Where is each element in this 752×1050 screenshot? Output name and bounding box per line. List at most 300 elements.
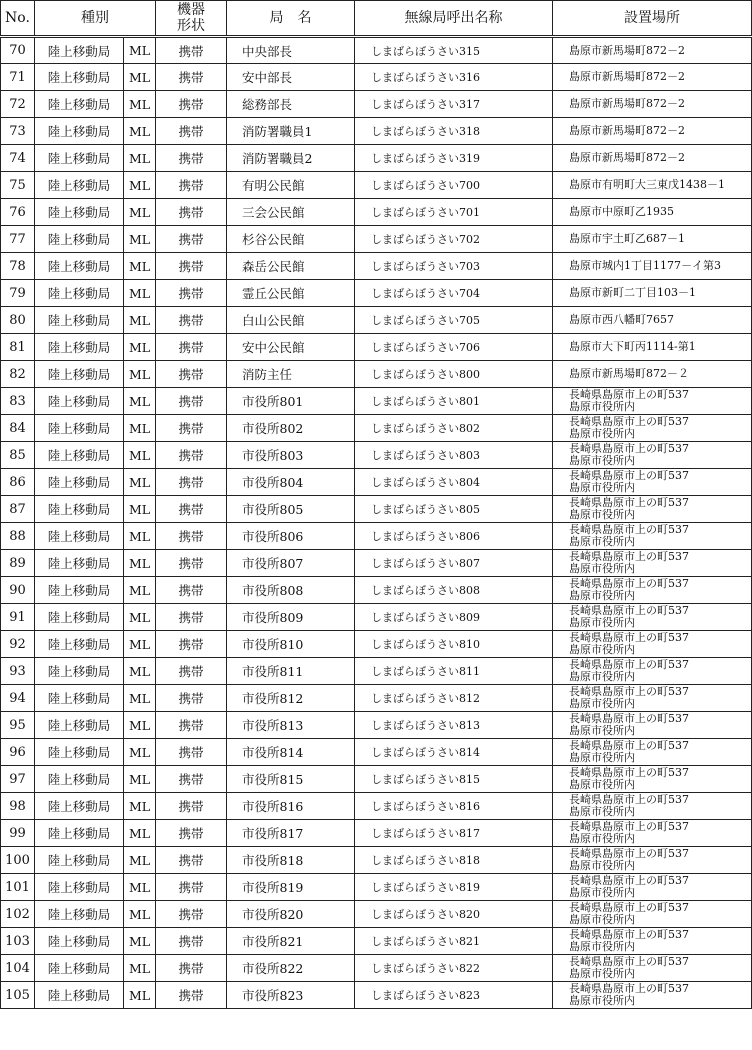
- row-ml: ML: [124, 928, 156, 955]
- row-kind: 陸上移動局: [35, 685, 124, 712]
- row-ml: ML: [124, 469, 156, 496]
- table-header-row: [1, 1, 752, 37]
- row-kind: 陸上移動局: [35, 874, 124, 901]
- row-location-line2: 島原市役所内: [569, 481, 635, 494]
- row-shape: 携帯: [156, 685, 227, 712]
- table-row: [1, 118, 752, 145]
- row-call-sign: しまばらぼうさい315: [355, 37, 553, 64]
- row-location: [553, 334, 752, 361]
- row-location-line1: 長崎県島原市上の町537: [569, 847, 689, 860]
- table-row: [1, 469, 752, 496]
- row-call-sign: しまばらぼうさい811: [355, 658, 553, 685]
- row-no: 83: [1, 388, 35, 415]
- row-no: 95: [1, 712, 35, 739]
- row-kind: 陸上移動局: [35, 469, 124, 496]
- row-station: 白山公民館: [227, 307, 355, 334]
- row-ml: ML: [124, 739, 156, 766]
- row-location-line1: 島原市新馬場町872－２: [569, 367, 689, 380]
- row-location-line2: 島原市役所内: [569, 697, 635, 710]
- row-no: 97: [1, 766, 35, 793]
- table-row: [1, 820, 752, 847]
- table-row: [1, 523, 752, 550]
- row-location: [553, 280, 752, 307]
- row-ml: ML: [124, 955, 156, 982]
- row-station: 霊丘公民館: [227, 280, 355, 307]
- row-location: [553, 955, 752, 982]
- row-location: [553, 523, 752, 550]
- row-shape: 携帯: [156, 928, 227, 955]
- row-location-line1: 島原市宇土町乙687－1: [569, 232, 685, 245]
- row-station: 市役所815: [227, 766, 355, 793]
- row-location-line2: 島原市役所内: [569, 859, 635, 872]
- table-row: [1, 631, 752, 658]
- table-row: [1, 64, 752, 91]
- row-shape: 携帯: [156, 37, 227, 64]
- row-no: 92: [1, 631, 35, 658]
- row-call-sign: しまばらぼうさい822: [355, 955, 553, 982]
- row-shape: 携帯: [156, 145, 227, 172]
- row-location-line1: 島原市新馬場町872－2: [569, 70, 685, 83]
- row-station: 消防署職員2: [227, 145, 355, 172]
- row-call-sign: しまばらぼうさい814: [355, 739, 553, 766]
- row-ml: ML: [124, 793, 156, 820]
- header-call-sign: 無線局呼出名称: [355, 1, 553, 37]
- row-location: [553, 658, 752, 685]
- row-ml: ML: [124, 280, 156, 307]
- row-kind: 陸上移動局: [35, 172, 124, 199]
- row-station: 市役所801: [227, 388, 355, 415]
- row-station: 市役所803: [227, 442, 355, 469]
- row-call-sign: しまばらぼうさい813: [355, 712, 553, 739]
- row-kind: 陸上移動局: [35, 928, 124, 955]
- row-ml: ML: [124, 253, 156, 280]
- row-call-sign: しまばらぼうさい807: [355, 550, 553, 577]
- row-kind: 陸上移動局: [35, 523, 124, 550]
- row-no: 86: [1, 469, 35, 496]
- row-call-sign: しまばらぼうさい705: [355, 307, 553, 334]
- row-no: 94: [1, 685, 35, 712]
- row-call-sign: しまばらぼうさい706: [355, 334, 553, 361]
- row-location-line1: 島原市新馬場町872－2: [569, 124, 685, 137]
- row-location-line1: 長崎県島原市上の町537: [569, 874, 689, 887]
- row-no: 79: [1, 280, 35, 307]
- row-no: 89: [1, 550, 35, 577]
- row-call-sign: しまばらぼうさい820: [355, 901, 553, 928]
- row-shape: 携帯: [156, 415, 227, 442]
- row-station: 市役所818: [227, 847, 355, 874]
- row-call-sign: しまばらぼうさい801: [355, 388, 553, 415]
- row-call-sign: しまばらぼうさい316: [355, 64, 553, 91]
- row-location-line2: 島原市役所内: [569, 832, 635, 845]
- row-call-sign: しまばらぼうさい818: [355, 847, 553, 874]
- row-location: [553, 442, 752, 469]
- row-kind: 陸上移動局: [35, 91, 124, 118]
- row-shape: 携帯: [156, 469, 227, 496]
- table-row: [1, 739, 752, 766]
- row-shape: 携帯: [156, 226, 227, 253]
- row-location-line2: 島原市役所内: [569, 805, 635, 818]
- row-shape: 携帯: [156, 253, 227, 280]
- row-shape: 携帯: [156, 280, 227, 307]
- row-call-sign: しまばらぼうさい806: [355, 523, 553, 550]
- row-shape: 携帯: [156, 982, 227, 1009]
- row-location: [553, 685, 752, 712]
- table-row: [1, 280, 752, 307]
- row-call-sign: しまばらぼうさい318: [355, 118, 553, 145]
- row-location-line2: 島原市役所内: [569, 913, 635, 926]
- row-location-line1: 長崎県島原市上の町537: [569, 577, 689, 590]
- row-location-line1: 島原市中原町乙1935: [569, 205, 674, 218]
- row-location-line2: 島原市役所内: [569, 562, 635, 575]
- row-no: 100: [1, 847, 35, 874]
- row-call-sign: しまばらぼうさい815: [355, 766, 553, 793]
- row-ml: ML: [124, 307, 156, 334]
- row-shape: 携帯: [156, 577, 227, 604]
- row-call-sign: しまばらぼうさい319: [355, 145, 553, 172]
- row-station: 三会公民館: [227, 199, 355, 226]
- row-station: 安中公民館: [227, 334, 355, 361]
- row-call-sign: しまばらぼうさい802: [355, 415, 553, 442]
- row-station: 消防主任: [227, 361, 355, 388]
- row-call-sign: しまばらぼうさい702: [355, 226, 553, 253]
- row-station: 市役所805: [227, 496, 355, 523]
- row-location: [553, 37, 752, 64]
- table-row: [1, 604, 752, 631]
- row-kind: 陸上移動局: [35, 145, 124, 172]
- row-no: 90: [1, 577, 35, 604]
- row-no: 72: [1, 91, 35, 118]
- table-row: [1, 145, 752, 172]
- row-ml: ML: [124, 118, 156, 145]
- row-shape: 携帯: [156, 334, 227, 361]
- row-ml: ML: [124, 820, 156, 847]
- row-kind: 陸上移動局: [35, 37, 124, 64]
- row-kind: 陸上移動局: [35, 658, 124, 685]
- row-location-line2: 島原市役所内: [569, 670, 635, 683]
- row-station: 市役所820: [227, 901, 355, 928]
- row-location: [553, 172, 752, 199]
- row-call-sign: しまばらぼうさい810: [355, 631, 553, 658]
- row-shape: 携帯: [156, 901, 227, 928]
- row-location-line1: 長崎県島原市上の町537: [569, 442, 689, 455]
- row-no: 82: [1, 361, 35, 388]
- row-call-sign: しまばらぼうさい817: [355, 820, 553, 847]
- row-call-sign: しまばらぼうさい700: [355, 172, 553, 199]
- header-shape-line1: 機器: [177, 2, 205, 18]
- row-kind: 陸上移動局: [35, 226, 124, 253]
- row-kind: 陸上移動局: [35, 739, 124, 766]
- table-row: [1, 928, 752, 955]
- row-station: 有明公民館: [227, 172, 355, 199]
- row-location-line1: 長崎県島原市上の町537: [569, 550, 689, 563]
- row-location-line1: 島原市新馬場町872－2: [569, 97, 685, 110]
- row-location: [553, 496, 752, 523]
- row-ml: ML: [124, 631, 156, 658]
- row-location: [553, 226, 752, 253]
- row-ml: ML: [124, 415, 156, 442]
- row-no: 85: [1, 442, 35, 469]
- row-ml: ML: [124, 685, 156, 712]
- row-kind: 陸上移動局: [35, 199, 124, 226]
- row-kind: 陸上移動局: [35, 604, 124, 631]
- row-station: 市役所821: [227, 928, 355, 955]
- row-no: 70: [1, 37, 35, 64]
- row-kind: 陸上移動局: [35, 631, 124, 658]
- row-location-line2: 島原市役所内: [569, 778, 635, 791]
- row-station: 市役所804: [227, 469, 355, 496]
- row-location-line1: 島原市城内1丁目1177－イ第3: [569, 259, 721, 272]
- row-location-line2: 島原市役所内: [569, 400, 635, 413]
- row-kind: 陸上移動局: [35, 361, 124, 388]
- row-kind: 陸上移動局: [35, 577, 124, 604]
- row-ml: ML: [124, 334, 156, 361]
- row-location-line1: 長崎県島原市上の町537: [569, 685, 689, 698]
- row-location-line2: 島原市役所内: [569, 994, 635, 1007]
- row-ml: ML: [124, 37, 156, 64]
- table-row: [1, 334, 752, 361]
- header-location: 設置場所: [553, 1, 752, 37]
- row-location-line1: 長崎県島原市上の町537: [569, 604, 689, 617]
- row-no: 99: [1, 820, 35, 847]
- row-location-line2: 島原市役所内: [569, 643, 635, 656]
- row-station: 消防署職員1: [227, 118, 355, 145]
- row-shape: 携帯: [156, 766, 227, 793]
- table-row: [1, 955, 752, 982]
- table-row: [1, 658, 752, 685]
- row-location: [553, 469, 752, 496]
- table-row: [1, 253, 752, 280]
- row-location-line1: 長崎県島原市上の町537: [569, 523, 689, 536]
- row-location-line2: 島原市役所内: [569, 886, 635, 899]
- row-location-line2: 島原市役所内: [569, 724, 635, 737]
- row-call-sign: しまばらぼうさい701: [355, 199, 553, 226]
- table-body: [1, 37, 752, 1009]
- row-shape: 携帯: [156, 955, 227, 982]
- row-location-line1: 長崎県島原市上の町537: [569, 982, 689, 995]
- row-call-sign: しまばらぼうさい816: [355, 793, 553, 820]
- row-call-sign: しまばらぼうさい704: [355, 280, 553, 307]
- row-call-sign: しまばらぼうさい803: [355, 442, 553, 469]
- row-location-line2: 島原市役所内: [569, 940, 635, 953]
- row-ml: ML: [124, 496, 156, 523]
- row-kind: 陸上移動局: [35, 64, 124, 91]
- row-location-line1: 島原市新馬場町872－2: [569, 151, 685, 164]
- row-no: 75: [1, 172, 35, 199]
- row-station: 総務部長: [227, 91, 355, 118]
- row-station: 市役所809: [227, 604, 355, 631]
- row-location: [553, 415, 752, 442]
- row-station: 市役所819: [227, 874, 355, 901]
- row-shape: 携帯: [156, 739, 227, 766]
- table-row: [1, 415, 752, 442]
- row-shape: 携帯: [156, 658, 227, 685]
- row-location-line1: 長崎県島原市上の町537: [569, 712, 689, 725]
- row-location-line1: 島原市新馬場町872－2: [569, 43, 685, 57]
- row-kind: 陸上移動局: [35, 955, 124, 982]
- row-no: 87: [1, 496, 35, 523]
- row-shape: 携帯: [156, 442, 227, 469]
- row-call-sign: しまばらぼうさい823: [355, 982, 553, 1009]
- row-location-line1: 長崎県島原市上の町537: [569, 631, 689, 644]
- table-row: [1, 307, 752, 334]
- row-location-line1: 島原市大下町丙1114-第1: [569, 340, 696, 353]
- row-no: 98: [1, 793, 35, 820]
- row-shape: 携帯: [156, 523, 227, 550]
- row-ml: ML: [124, 901, 156, 928]
- row-no: 77: [1, 226, 35, 253]
- row-location: [553, 793, 752, 820]
- row-ml: ML: [124, 658, 156, 685]
- header-station: 局 名: [227, 1, 355, 37]
- row-location-line1: 島原市新町二丁目103－1: [569, 286, 696, 299]
- row-ml: ML: [124, 712, 156, 739]
- row-ml: ML: [124, 442, 156, 469]
- row-location-line2: 島原市役所内: [569, 589, 635, 602]
- row-location-line2: 島原市役所内: [569, 967, 635, 980]
- header-no: No.: [1, 1, 35, 37]
- table-row: [1, 226, 752, 253]
- table-row: [1, 685, 752, 712]
- row-location: [553, 847, 752, 874]
- row-location: [553, 253, 752, 280]
- row-station: 市役所806: [227, 523, 355, 550]
- table-row: [1, 91, 752, 118]
- row-call-sign: しまばらぼうさい800: [355, 361, 553, 388]
- row-station: 市役所807: [227, 550, 355, 577]
- table-row: [1, 577, 752, 604]
- row-call-sign: しまばらぼうさい808: [355, 577, 553, 604]
- row-location: [553, 91, 752, 118]
- row-call-sign: しまばらぼうさい819: [355, 874, 553, 901]
- row-ml: ML: [124, 604, 156, 631]
- row-kind: 陸上移動局: [35, 793, 124, 820]
- row-location-line2: 島原市役所内: [569, 535, 635, 548]
- row-kind: 陸上移動局: [35, 496, 124, 523]
- row-location-line1: 長崎県島原市上の町537: [569, 928, 689, 941]
- row-no: 84: [1, 415, 35, 442]
- row-location: [553, 874, 752, 901]
- row-shape: 携帯: [156, 496, 227, 523]
- table-row: [1, 793, 752, 820]
- row-kind: 陸上移動局: [35, 820, 124, 847]
- row-station: 安中部長: [227, 64, 355, 91]
- table-row: [1, 496, 752, 523]
- row-kind: 陸上移動局: [35, 388, 124, 415]
- row-location-line1: 長崎県島原市上の町537: [569, 415, 689, 428]
- row-kind: 陸上移動局: [35, 334, 124, 361]
- row-ml: ML: [124, 172, 156, 199]
- row-no: 102: [1, 901, 35, 928]
- row-no: 76: [1, 199, 35, 226]
- row-call-sign: しまばらぼうさい317: [355, 91, 553, 118]
- row-ml: ML: [124, 982, 156, 1009]
- row-call-sign: しまばらぼうさい805: [355, 496, 553, 523]
- row-station: 市役所816: [227, 793, 355, 820]
- row-location-line2: 島原市役所内: [569, 454, 635, 467]
- row-shape: 携帯: [156, 172, 227, 199]
- row-shape: 携帯: [156, 361, 227, 388]
- row-ml: ML: [124, 199, 156, 226]
- table-row: [1, 712, 752, 739]
- table-row: [1, 361, 752, 388]
- row-shape: 携帯: [156, 199, 227, 226]
- row-station: 市役所814: [227, 739, 355, 766]
- row-no: 73: [1, 118, 35, 145]
- row-no: 81: [1, 334, 35, 361]
- row-kind: 陸上移動局: [35, 442, 124, 469]
- row-location: [553, 928, 752, 955]
- row-ml: ML: [124, 523, 156, 550]
- row-kind: 陸上移動局: [35, 415, 124, 442]
- row-no: 104: [1, 955, 35, 982]
- row-station: 杉谷公民館: [227, 226, 355, 253]
- row-location: [553, 388, 752, 415]
- row-shape: 携帯: [156, 64, 227, 91]
- row-station: 市役所817: [227, 820, 355, 847]
- row-location: [553, 631, 752, 658]
- row-location-line1: 長崎県島原市上の町537: [569, 955, 689, 968]
- row-no: 105: [1, 982, 35, 1009]
- row-location: [553, 820, 752, 847]
- table-row: [1, 982, 752, 1009]
- row-kind: 陸上移動局: [35, 766, 124, 793]
- row-location-line1: 長崎県島原市上の町537: [569, 766, 689, 779]
- row-no: 78: [1, 253, 35, 280]
- row-shape: 携帯: [156, 550, 227, 577]
- row-no: 80: [1, 307, 35, 334]
- row-location-line1: 長崎県島原市上の町537: [569, 793, 689, 806]
- row-station: 市役所812: [227, 685, 355, 712]
- row-location-line1: 長崎県島原市上の町537: [569, 496, 689, 509]
- row-ml: ML: [124, 145, 156, 172]
- row-location-line2: 島原市役所内: [569, 427, 635, 440]
- row-no: 74: [1, 145, 35, 172]
- row-location: [553, 550, 752, 577]
- row-shape: 携帯: [156, 118, 227, 145]
- row-call-sign: しまばらぼうさい804: [355, 469, 553, 496]
- row-station: 中央部長: [227, 37, 355, 64]
- row-location: [553, 982, 752, 1009]
- row-location-line2: 島原市役所内: [569, 616, 635, 629]
- row-location-line2: 島原市役所内: [569, 751, 635, 764]
- row-location: [553, 604, 752, 631]
- row-station: 市役所808: [227, 577, 355, 604]
- row-ml: ML: [124, 91, 156, 118]
- row-station: 市役所822: [227, 955, 355, 982]
- row-kind: 陸上移動局: [35, 847, 124, 874]
- row-location: [553, 739, 752, 766]
- row-kind: 陸上移動局: [35, 307, 124, 334]
- row-location: [553, 307, 752, 334]
- row-location-line1: 長崎県島原市上の町537: [569, 901, 689, 914]
- row-ml: ML: [124, 874, 156, 901]
- row-ml: ML: [124, 550, 156, 577]
- table-row: [1, 172, 752, 199]
- row-no: 93: [1, 658, 35, 685]
- row-location: [553, 766, 752, 793]
- row-station: 市役所802: [227, 415, 355, 442]
- row-station: 森岳公民館: [227, 253, 355, 280]
- row-location-line1: 長崎県島原市上の町537: [569, 388, 689, 401]
- row-location: [553, 901, 752, 928]
- table-row: [1, 550, 752, 577]
- row-no: 71: [1, 64, 35, 91]
- row-kind: 陸上移動局: [35, 118, 124, 145]
- row-station: 市役所823: [227, 982, 355, 1009]
- row-no: 101: [1, 874, 35, 901]
- row-shape: 携帯: [156, 793, 227, 820]
- row-kind: 陸上移動局: [35, 982, 124, 1009]
